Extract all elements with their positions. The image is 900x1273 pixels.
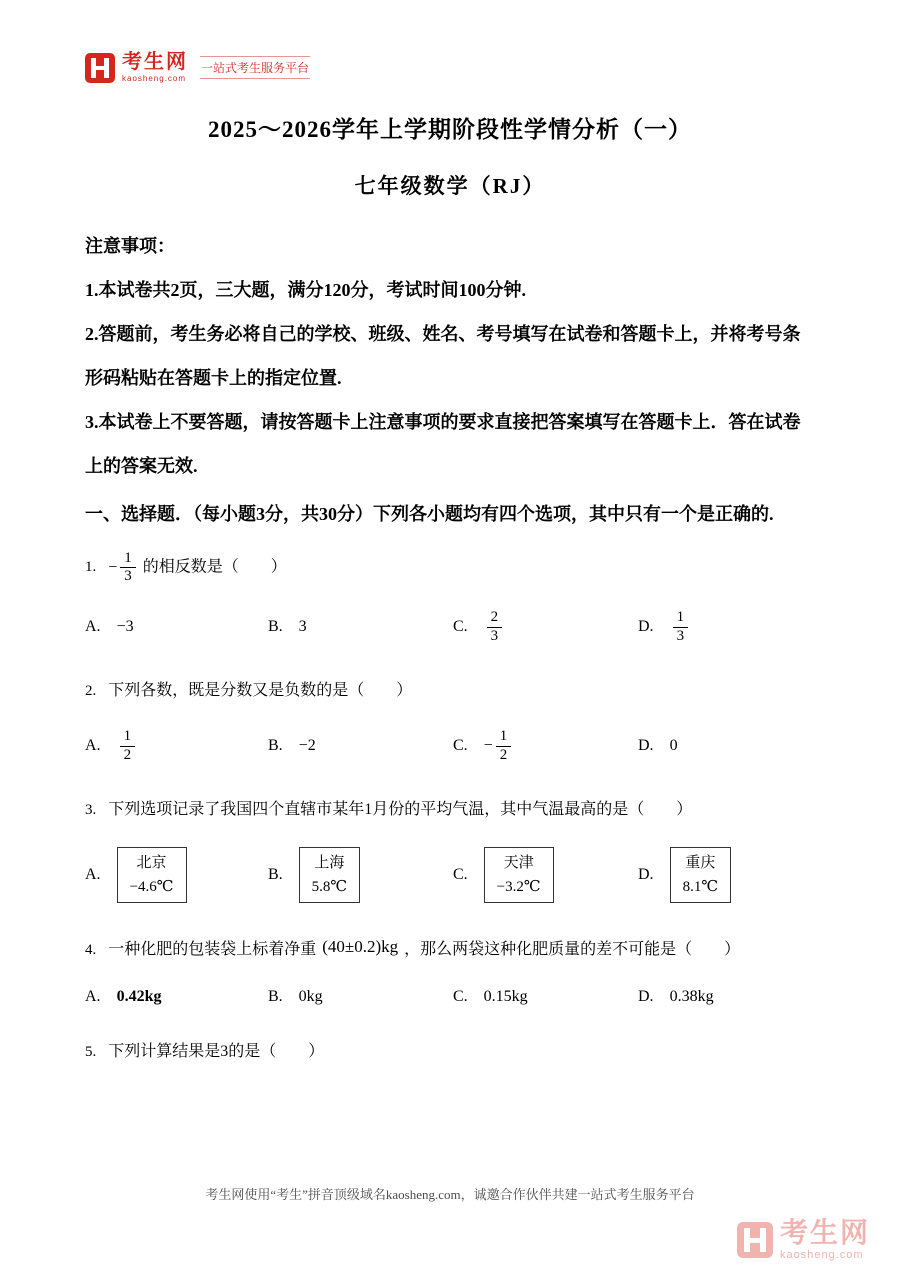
fraction [673,609,689,645]
minus-sign: − [108,558,118,576]
fraction-numerator: 1 [120,550,136,568]
option-c [453,847,638,903]
option-label: C. [453,618,468,635]
option-value: 0.42kg [116,988,162,1006]
option-d [638,847,815,903]
option-c [453,728,638,764]
option-label: D. [638,618,654,635]
question-3 [85,796,815,904]
brand-tagline: 一站式考生服务平台 [200,56,310,79]
math-expression: (40±0.2)kg [322,937,399,957]
header-logo [85,52,815,83]
fraction [120,550,136,586]
option-a [85,847,268,903]
fraction [496,728,512,764]
option-label: B. [268,988,283,1006]
fraction [120,728,136,764]
stem-text: 下列各数，既是分数又是负数的是（ ） [108,681,413,699]
page-title: 2025～2026学年上学期阶段性学情分析（一） [208,117,692,142]
kaosheng-watermark-icon [737,1222,773,1258]
page-subtitle: 七年级数学（RJ） [354,174,546,198]
option-c [453,609,638,645]
stem-text: 的相反数是（ ） [142,558,287,576]
notice-block [85,224,815,489]
question-1-options [85,609,815,645]
temperature-box [670,847,732,903]
option-value: 0.15kg [483,988,528,1006]
question-4-stem [85,935,815,964]
city-name: 上海 [314,855,345,872]
option-label: C. [453,988,468,1006]
option-label: B. [268,866,283,884]
temperature-box [117,847,187,903]
question-2-stem [85,677,815,705]
option-label: A. [85,737,101,754]
option-value: 0kg [298,988,323,1006]
page-footer: 考生网使用“考生”拼音顶级域名kaosheng.com，诚邀合作伙伴共建一站式考生服务平台 [205,1187,695,1202]
fraction-numerator: 1 [496,728,512,746]
option-a [85,618,268,636]
fraction-numerator: 1 [120,728,136,746]
notice-item: 2.答题前，考生务必将自己的学校、班级、姓名、考号填写在试卷和答题卡上，并将考号条形码粘贴在答题卡上的指定位置. [85,324,801,389]
fraction-denominator: 3 [490,627,499,644]
watermark [737,1219,870,1261]
question-number: 2. [85,682,97,699]
notice-item: 1.本试卷共2页，三大题，满分120分，考试时间100分钟. [85,280,526,301]
option-label: B. [268,737,283,754]
option-label: B. [268,618,283,635]
question-number: 3. [85,801,97,818]
fraction-denominator: 3 [124,568,132,584]
option-label: A. [85,866,101,884]
stem-text: 下列选项记录了我国四个直辖市某年1月份的平均气温，其中气温最高的是（ ） [108,800,693,818]
brand-name: 考生网 [122,51,188,73]
section-one-heading: 一、选择题．（每小题3分，共30分）下列各小题均有四个选项，其中只有一个是正确的. [85,503,774,524]
option-b [268,618,453,636]
logo-bar [744,1238,766,1243]
temperature-box [484,847,554,903]
option-label: A. [85,988,101,1006]
option-d [638,609,815,645]
question-number: 5. [85,1044,97,1061]
question-2 [85,677,815,764]
question-4 [85,935,815,1006]
city-name: 北京 [136,855,167,872]
question-1 [85,550,815,645]
temperature-value: −4.6℃ [129,879,174,896]
option-value: −3 [116,618,134,635]
stem-text: ，那么两袋这种化肥质量的差不可能是（ ） [404,941,741,959]
option-label: D. [638,988,654,1006]
temperature-value: 8.1℃ [682,879,719,896]
logo-bar [91,66,109,70]
minus-sign: − [483,737,493,754]
option-c [453,988,638,1006]
watermark-brand: 考生网 [779,1217,870,1248]
option-label: D. [638,737,654,754]
temperature-value: 5.8℃ [311,879,348,896]
fraction-numerator: 1 [673,609,689,627]
option-b [268,737,453,755]
notice-heading: 注意事项： [85,236,175,256]
option-value: 0 [669,737,678,754]
brand-domain: kaosheng.com [122,74,187,83]
watermark-text [780,1219,870,1261]
option-b [268,847,453,903]
question-2-options [85,728,815,764]
city-name: 天津 [503,855,534,872]
question-4-options [85,988,815,1006]
option-a [85,988,268,1006]
brand-block [122,52,188,83]
fraction-denominator: 3 [676,627,685,644]
option-value: 0.38kg [669,988,714,1006]
notice-item: 3.本试卷上不要答题，请按答题卡上注意事项的要求直接把答案填写在答题卡上．答在试卷上的答案无效. [85,412,801,477]
option-label: D. [638,866,654,884]
city-name: 重庆 [685,855,716,872]
kaosheng-logo-icon [85,53,115,83]
option-value: 3 [298,618,307,635]
stem-text: 一种化肥的包装袋上标着净重 [108,941,317,959]
option-a [85,728,268,764]
question-3-stem [85,796,815,824]
option-value: −2 [298,737,316,754]
fraction-denominator: 2 [123,746,132,763]
watermark-domain: kaosheng.com [779,1249,864,1261]
question-5-stem [85,1038,815,1066]
option-label: C. [453,737,468,754]
option-d [638,737,815,755]
fraction [487,609,503,645]
question-number: 1. [85,559,97,576]
option-b [268,988,453,1006]
option-label: A. [85,618,101,635]
question-1-stem [85,550,815,586]
option-d [638,988,815,1006]
stem-text: 下列计算结果是3的是（ ） [108,1043,325,1061]
fraction-denominator: 2 [499,746,508,763]
fraction-numerator: 2 [487,609,503,627]
temperature-box [299,847,361,903]
temperature-value: −3.2℃ [496,879,541,896]
question-3-options [85,847,815,903]
question-5 [85,1038,815,1066]
question-number: 4. [85,942,97,959]
option-label: C. [453,866,468,884]
